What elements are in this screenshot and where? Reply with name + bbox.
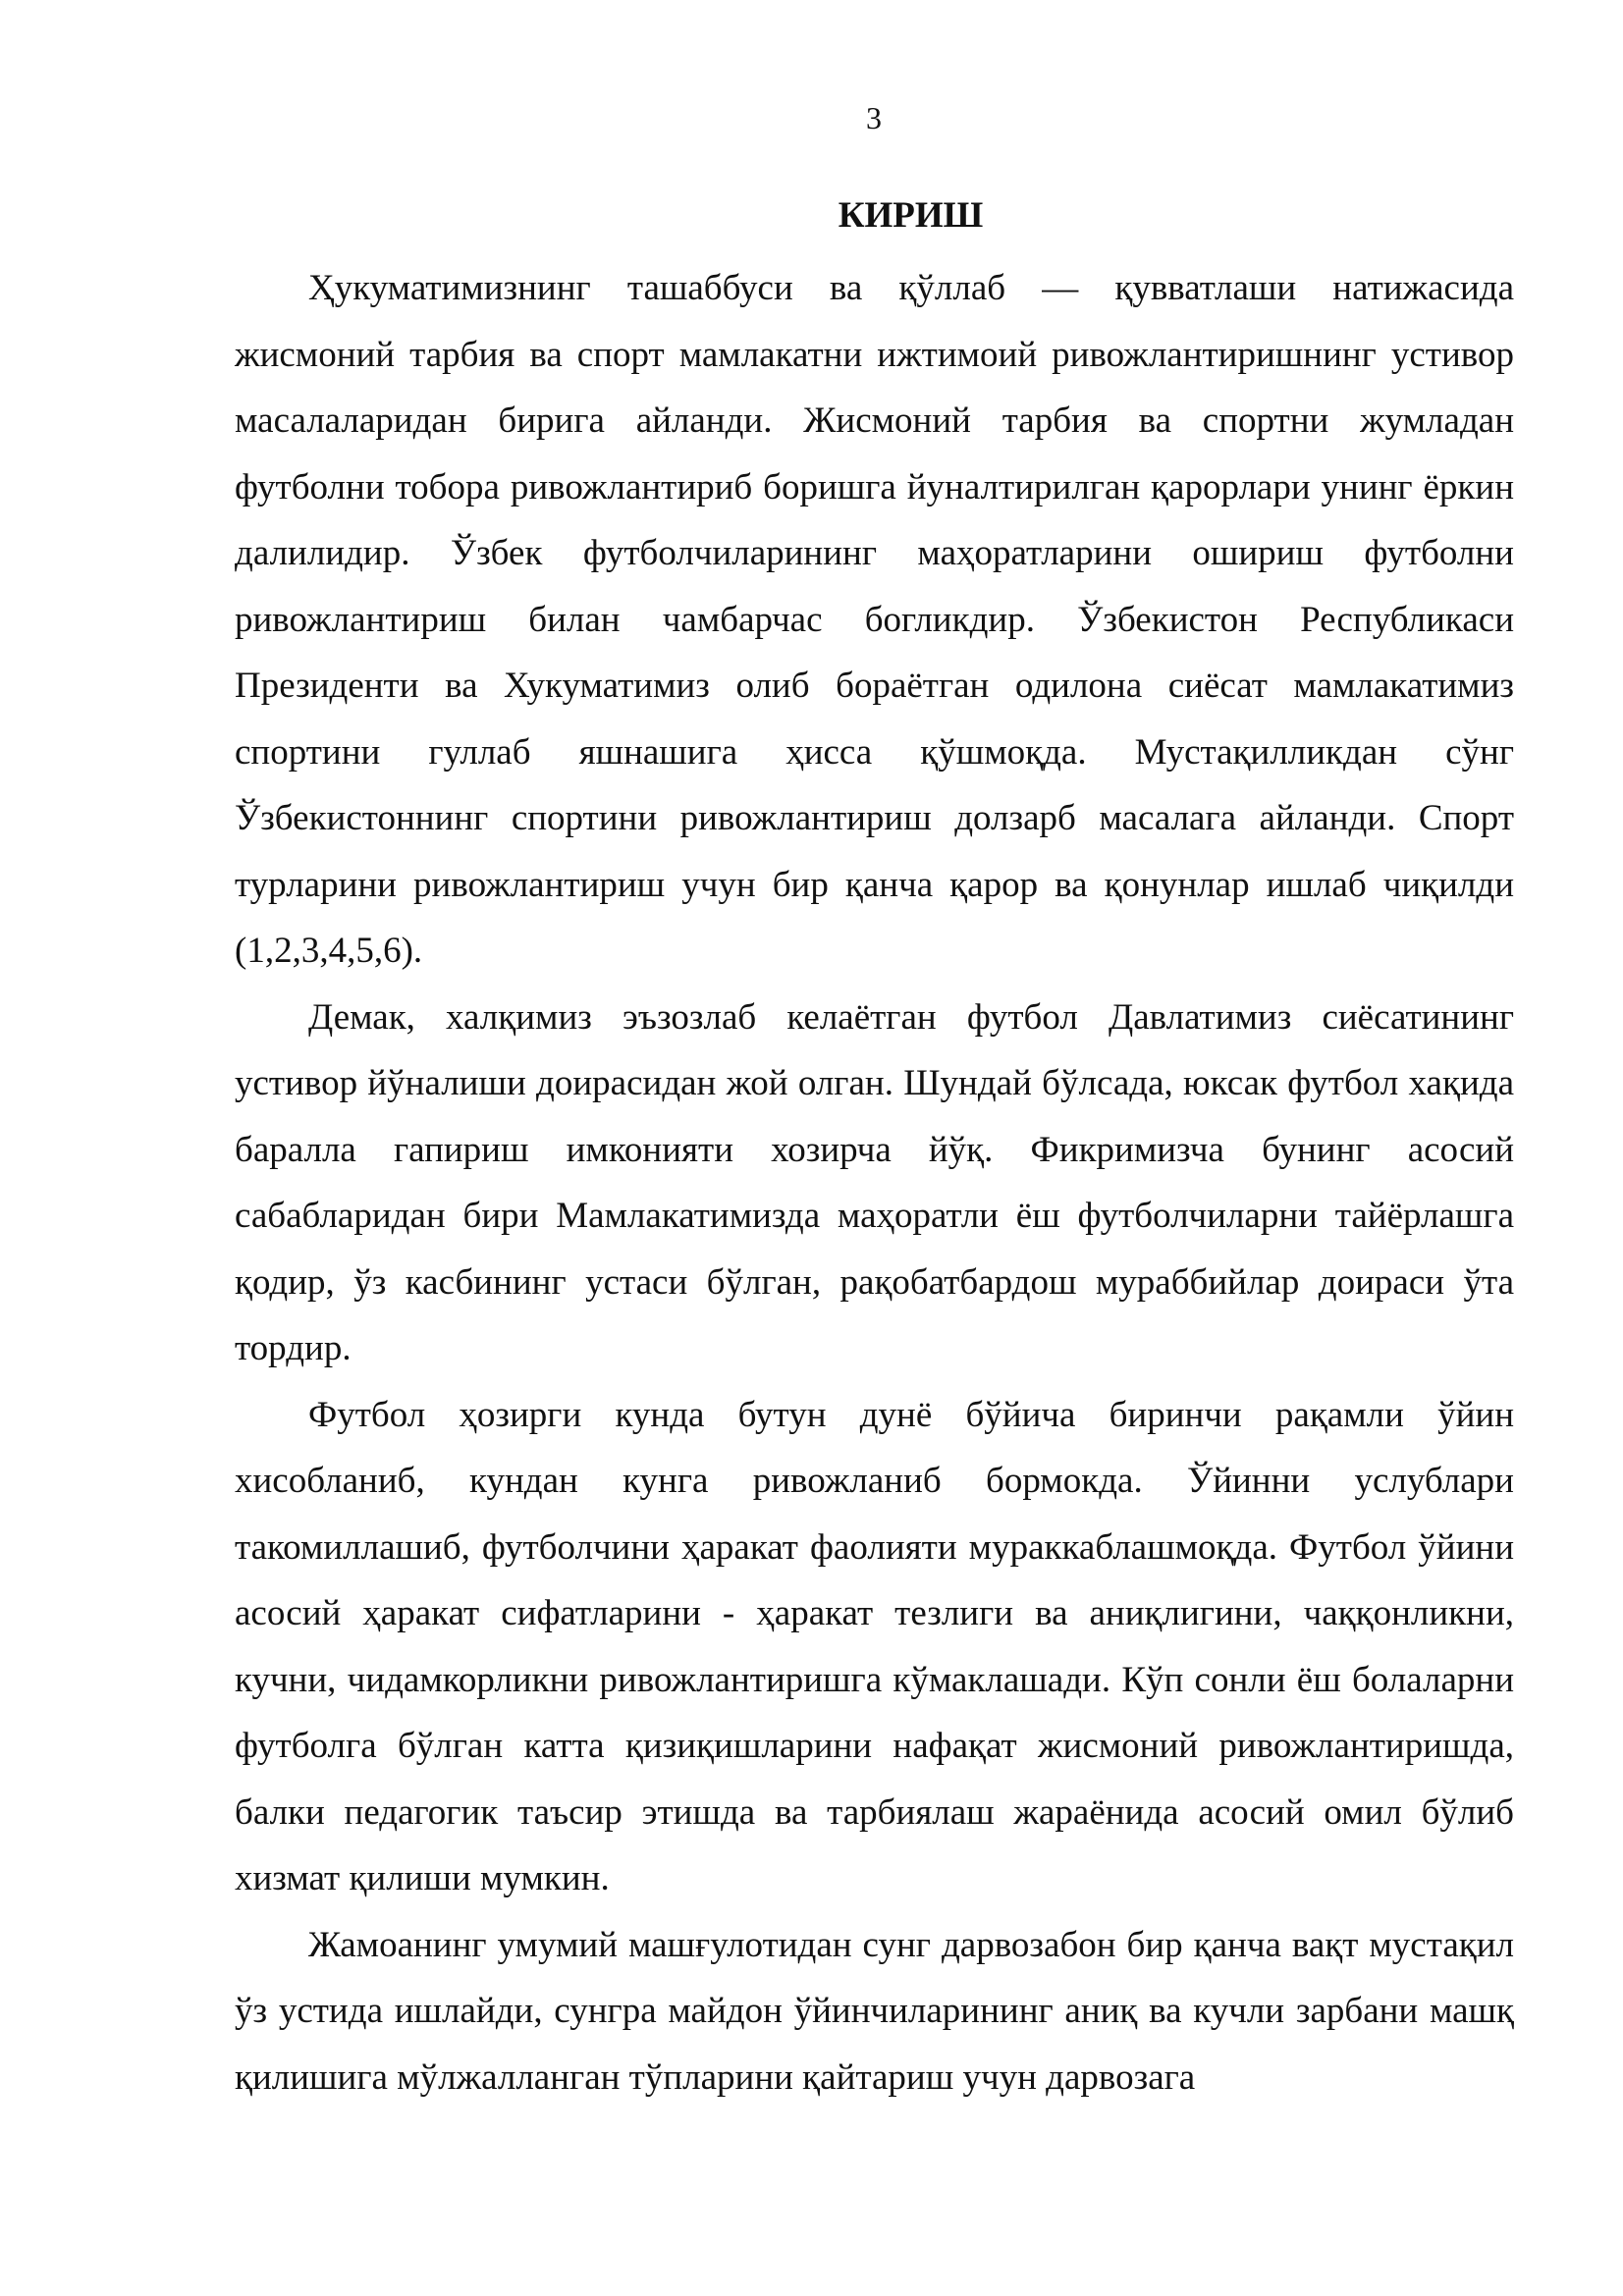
body-text xyxy=(235,255,1514,2110)
page-number: 3 xyxy=(866,100,882,135)
paragraph-4: Жамоанинг умумий машғулотидан сунг дарвозабон бир қанча вақт мустақил ўз устида ишлайди, сунгра майдон ўйинчиларининг аниқ ва кучли зарбани машқ қилишига мўлжалланган тўпларини қайтариш учун дарвозага xyxy=(235,1924,1514,2098)
paragraph-3: Футбол ҳозирги кунда бутун дунё бўйича биринчи рақамли ўйин хисобланиб, кундан кунга ривожланиб бормокда. Ўйинни услублари такомиллашиб, футболчини ҳаракат фаолияти мураккаблашмоқда. Футбол ўйини асосий ҳаракат сифатларини - ҳаракат тезлиги ва аниқлигини, чаққонликни, кучни, чидамкорликни ривожлантиришга кўмаклашади. Кўп сонли ёш болаларни футболга бўлган катта қизиқишларини нафақат жисмоний ривожлантиришда, балки педагогик таъсир этишда ва тарбиялаш жараёнида асосий омил бўлиб хизмат қилиши мумкин. xyxy=(235,1394,1514,1898)
paragraph-1: Ҳукуматимизнинг ташаббуси ва қўллаб — қувватлаши натижасида жисмоний тарбия ва спорт мамлакатни ижтимоий ривожлантиришнинг устивор масалаларидан бирига айланди. Жисмоний тарбия ва спортни жумладан футболни тобора ривожлантириб боришга йуналтирилган қарорлари унинг ёркин далилидир. Ўзбек футболчиларининг маҳоратларини ошириш футболни ривожлантириш билан чамбарчас богликдир. Ўзбекистон Республикаси Президенти ва Хукуматимиз олиб бораётган одилона сиёсат мамлакатимиз спортини гуллаб яшнашига ҳисса қўшмоқда. Мустақилликдан сўнг Ўзбекистоннинг спортини ривожлантириш долзарб масалага айланди. Спорт турларини ривожлантириш учун бир қанча қарор ва қонунлар ишлаб чиқилди (1,2,3,4,5,6). xyxy=(235,268,1514,971)
section-heading: КИРИШ xyxy=(838,195,984,236)
paragraph-2: Демак, халқимиз эъзозлаб келаётган футбол Давлатимиз сиёсатининг устивор йўналиши доирасидан жой олган. Шундай бўлсада, юксак футбол хақида баралла гапириш имконияти хозирча йўқ. Фикримизча бунинг асосий сабабларидан бири Мамлакатимизда маҳоратли ёш футболчиларни тайёрлашга қодир, ўз касбининг устаси бўлган, рақобатбардош мураббийлар доираси ўта тордир. xyxy=(235,996,1514,1368)
